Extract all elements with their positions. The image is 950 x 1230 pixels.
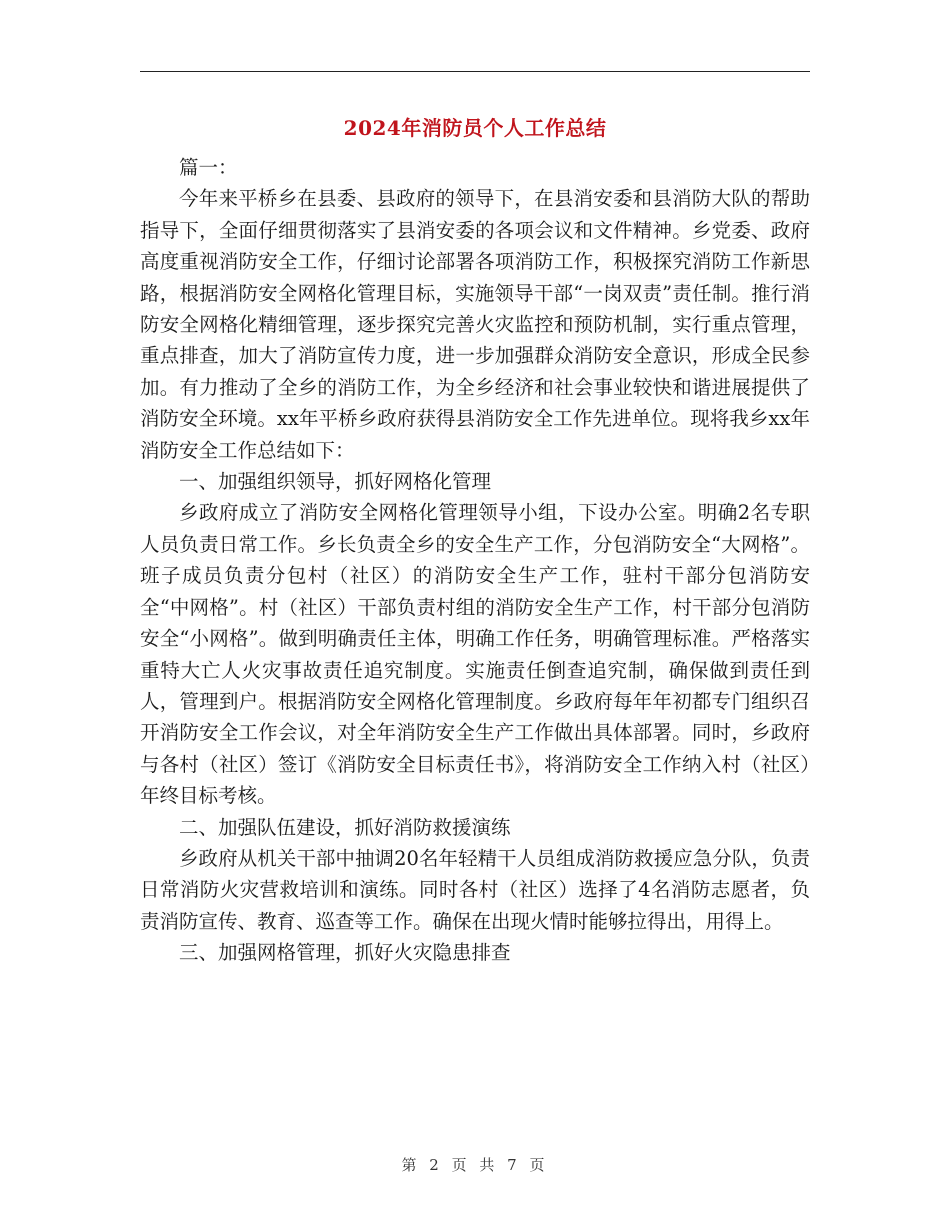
section-paragraph-2: 乡政府从机关干部中抽调20名年轻精干人员组成消防救援应急分队，负责日常消防火灾营救培训和演练。同时各村（社区）选择了4名消防志愿者，负责消防宣传、教育、巡查等工作。确保在出现火情时能够拉得出，用得上。 bbox=[140, 846, 810, 933]
section-heading-1: 一、加强组织领导，抓好网格化管理 bbox=[179, 470, 492, 494]
section-paragraph-1: 乡政府成立了消防安全网格化管理领导小组，下设办公室。明确2名专职人员负责日常工作。乡长负责全乡的安全生产工作，分包消防安全“大网格”。班子成员负责分包村（社区）的消防安全生产工作，驻村干部分包消防安全“中网格”。村（社区）干部负责村组的消防安全生产工作，村干部分包消防安全“小网格”。做到明确责任主体，明确工作任务，明确管理标准。严格落实重特大亡人火灾事故责任追究制度。实施责任倒查追究制，确保做到责任到人，管理到户。根据消防安全网格化管理制度。乡政府每年年初都专门组织召开消防安全工作会议，对全年消防安全生产工作做出具体部署。同时，乡政府与各村（社区）签订《消防安全目标责任书》，将消防安全工作纳入村（社区）年终目标考核。 bbox=[140, 501, 810, 808]
header-rule bbox=[140, 71, 810, 72]
section-heading-2: 二、加强队伍建设，抓好消防救援演练 bbox=[179, 815, 511, 839]
page-number: 第 2 页 共 7 页 bbox=[401, 1156, 549, 1174]
document-body bbox=[140, 152, 810, 969]
section-label: 篇一： bbox=[179, 156, 238, 179]
section-heading-3: 三、加强网格管理，抓好火灾隐患排查 bbox=[179, 941, 511, 965]
intro-paragraph: 今年来平桥乡在县委、县政府的领导下，在县消安委和县消防大队的帮助指导下，全面仔细贯彻落实了县消安委的各项会议和文件精神。乡党委、政府高度重视消防安全工作，仔细讨论部署各项消防工作，积极探究消防工作新思路，根据消防安全网格化管理目标，实施领导干部“一岗双责”责任制。推行消防安全网格化精细管理，逐步探究完善火灾监控和预防机制，实行重点管理，重点排查，加大了消防宣传力度，进一步加强群众消防安全意识，形成全民参加。有力推动了全乡的消防工作，为全乡经济和社会事业较快和谐进展提供了消防安全环境。xx年平桥乡政府获得县消防安全工作先进单位。现将我乡xx年消防安全工作总结如下： bbox=[140, 187, 810, 462]
document-title: 2024年消防员个人工作总结 bbox=[343, 116, 607, 140]
